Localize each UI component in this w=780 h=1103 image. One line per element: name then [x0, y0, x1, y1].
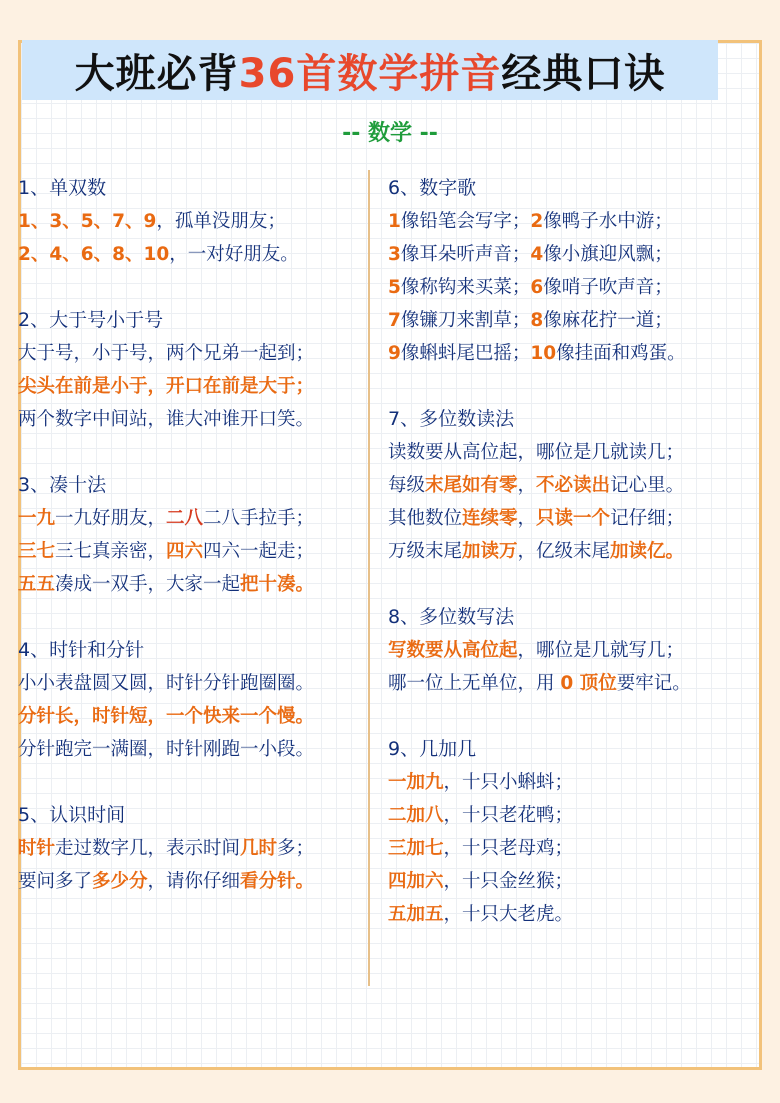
section-title: 3、凑十法 — [18, 474, 107, 496]
rhyme-text: 三七真亲密， — [55, 541, 167, 562]
rhyme-section — [388, 403, 728, 568]
section-gap — [18, 766, 364, 799]
rhyme-text: 一九 — [18, 508, 56, 529]
rhyme-text: 时针 — [18, 838, 56, 859]
rhyme-text: 要牢记。 — [616, 673, 691, 694]
rhyme-text: ，十只老花鸭； — [443, 805, 574, 826]
rhyme-text: 四六 — [166, 541, 204, 562]
rhyme-line — [18, 535, 364, 568]
section-title: 9、几加几 — [388, 738, 477, 760]
rhyme-text: 万级末尾 — [388, 541, 463, 562]
rhyme-text: 看分针。 — [240, 871, 315, 892]
rhyme-line — [388, 667, 728, 700]
left-column — [18, 172, 364, 898]
rhyme-text: ，哪位是几就写几； — [517, 640, 685, 661]
rhyme-text: ，十只大老虎。 — [443, 904, 574, 925]
rhyme-text: ，一对好朋友。 — [169, 244, 299, 265]
rhyme-line — [18, 568, 364, 601]
rhyme-line — [18, 832, 364, 865]
rhyme-text: 9 — [388, 343, 401, 364]
subtitle: -- 数学 -- — [342, 121, 438, 146]
rhyme-line — [18, 667, 364, 700]
rhyme-text: 10 — [530, 343, 557, 364]
rhyme-text: 凑成一双手，大家一起 — [55, 574, 241, 595]
section-gap — [388, 568, 728, 601]
rhyme-line — [388, 766, 728, 799]
column-divider — [368, 170, 370, 986]
rhyme-line — [18, 205, 364, 238]
rhyme-text: 走过数字几，表示时间 — [55, 838, 241, 859]
rhyme-text: 像麻花拧一道； — [543, 310, 673, 331]
rhyme-text: 哪一位上无单位，用 — [388, 673, 561, 694]
rhyme-section — [388, 733, 728, 931]
rhyme-text: 要问多了 — [18, 871, 93, 892]
rhyme-text: 连续零 — [462, 508, 518, 529]
title-part-3: 经典口诀 — [501, 50, 666, 97]
rhyme-line — [388, 205, 728, 238]
rhyme-text: 像小旗迎风飘； — [543, 244, 673, 265]
section-title: 8、多位数写法 — [388, 606, 515, 628]
rhyme-text: 分针跑完一满圈，时针刚跑一小段。 — [18, 739, 315, 760]
section-title: 1、单双数 — [18, 177, 107, 199]
title-part-1: 大班必背 — [74, 50, 239, 97]
rhyme-text: 8 — [530, 310, 544, 331]
rhyme-line — [388, 799, 728, 832]
rhyme-text: 0 顶位 — [560, 673, 617, 694]
rhyme-text: 分针长，时针短，一个快来一个慢。 — [18, 706, 315, 727]
rhyme-text: 二加八 — [388, 805, 444, 826]
rhyme-line — [388, 271, 728, 304]
rhyme-text: 两个数字中间站，谁大冲谁开口笑。 — [18, 409, 315, 430]
rhyme-text: 像鸭子水中游； — [543, 211, 673, 232]
rhyme-text: ，亿级末尾 — [517, 541, 611, 562]
rhyme-line — [18, 700, 364, 733]
rhyme-line — [388, 304, 728, 337]
rhyme-text: 像镰刀来割草； — [400, 310, 531, 331]
section-gap — [18, 436, 364, 469]
right-column — [388, 172, 728, 931]
rhyme-line — [388, 337, 728, 370]
rhyme-text: 像耳朵听声音； — [400, 244, 531, 265]
rhyme-text: 加读亿。 — [610, 541, 685, 562]
rhyme-text: 其他数位 — [388, 508, 463, 529]
rhyme-line — [388, 634, 728, 667]
rhyme-text: 1、3、5、7、9 — [18, 211, 157, 232]
section-gap — [388, 370, 728, 403]
rhyme-line — [18, 370, 364, 403]
rhyme-text: 多少分 — [92, 871, 148, 892]
section-gap — [388, 700, 728, 733]
rhyme-text: 写数要从高位起 — [388, 640, 518, 661]
rhyme-line — [388, 535, 728, 568]
rhyme-text: 三加七 — [388, 838, 444, 859]
rhyme-text: 5 — [388, 277, 401, 298]
rhyme-line — [388, 502, 728, 535]
page-title — [22, 40, 718, 100]
section-title: 2、大于号小于号 — [18, 309, 164, 331]
rhyme-text: 二八手拉手； — [203, 508, 315, 529]
rhyme-text: 四六一起走； — [203, 541, 315, 562]
rhyme-section — [18, 304, 364, 436]
rhyme-line — [18, 238, 364, 271]
rhyme-line — [388, 898, 728, 931]
rhyme-text: 记心里。 — [610, 475, 685, 496]
rhyme-text: 7 — [388, 310, 401, 331]
rhyme-text: 一九好朋友， — [55, 508, 167, 529]
rhyme-line — [388, 865, 728, 898]
rhyme-text: 像铅笔会写字； — [400, 211, 531, 232]
rhyme-text: 一加九 — [388, 772, 444, 793]
rhyme-text: ，十只小蝌蚪； — [443, 772, 574, 793]
rhyme-text: 4 — [530, 244, 544, 265]
rhyme-text: 不必读出 — [536, 475, 611, 496]
rhyme-text: 几时 — [240, 838, 278, 859]
rhyme-line — [18, 733, 364, 766]
rhyme-section — [388, 601, 728, 700]
section-title: 5、认识时间 — [18, 804, 126, 826]
rhyme-text: 小小表盘圆又圆，时针分针跑圈圈。 — [18, 673, 315, 694]
rhyme-text: 像挂面和鸡蛋。 — [556, 343, 686, 364]
rhyme-text: 2 — [530, 211, 544, 232]
rhyme-line — [388, 469, 728, 502]
rhyme-text: ，孤单没朋友； — [156, 211, 286, 232]
rhyme-text: 末尾如有零 — [425, 475, 518, 496]
rhyme-section — [18, 634, 364, 766]
section-gap — [18, 601, 364, 634]
rhyme-text: 像称钩来买菜； — [400, 277, 531, 298]
title-part-2: 36首数学拼音 — [238, 50, 502, 97]
rhyme-text: 像哨子吹声音； — [543, 277, 673, 298]
rhyme-line — [388, 832, 728, 865]
rhyme-line — [388, 436, 728, 469]
rhyme-text: 四加六 — [388, 871, 444, 892]
rhyme-text: 记仔细； — [610, 508, 685, 529]
section-title: 6、数字歌 — [388, 177, 477, 199]
section-title: 4、时针和分针 — [18, 639, 145, 661]
rhyme-text: 加读万 — [462, 541, 518, 562]
rhyme-line — [388, 238, 728, 271]
rhyme-text: 2、4、6、8、10 — [18, 244, 170, 265]
rhyme-text: 像蝌蚪尾巴摇； — [400, 343, 531, 364]
rhyme-line — [18, 403, 364, 436]
rhyme-line — [18, 337, 364, 370]
rhyme-text: 1 — [388, 211, 401, 232]
rhyme-text: 尖头在前是小于，开口在前是大于； — [18, 376, 315, 397]
rhyme-text: 读数要从高位起，哪位是几就读几； — [388, 442, 685, 463]
rhyme-section — [388, 172, 728, 370]
rhyme-text: 6 — [530, 277, 544, 298]
rhyme-text: 每级 — [388, 475, 426, 496]
section-title: 7、多位数读法 — [388, 408, 515, 430]
rhyme-section — [18, 469, 364, 601]
rhyme-text: 二八 — [166, 508, 204, 529]
rhyme-text: 3 — [388, 244, 401, 265]
rhyme-text: ， — [517, 475, 537, 496]
rhyme-text: 只读一个 — [536, 508, 611, 529]
rhyme-text: 大于号，小于号，两个兄弟一起到； — [18, 343, 315, 364]
rhyme-text: ，十只老母鸡； — [443, 838, 574, 859]
rhyme-text: ， — [517, 508, 537, 529]
rhyme-text: 多； — [277, 838, 315, 859]
rhyme-line — [18, 502, 364, 535]
rhyme-text: 五加五 — [388, 904, 444, 925]
rhyme-text: 把十凑。 — [240, 574, 315, 595]
rhyme-text: 三七 — [18, 541, 56, 562]
rhyme-section — [18, 172, 364, 271]
rhyme-text: ，十只金丝猴； — [443, 871, 574, 892]
rhyme-line — [18, 865, 364, 898]
section-gap — [18, 271, 364, 304]
rhyme-section — [18, 799, 364, 898]
rhyme-text: 五五 — [18, 574, 56, 595]
rhyme-text: ，请你仔细 — [147, 871, 241, 892]
